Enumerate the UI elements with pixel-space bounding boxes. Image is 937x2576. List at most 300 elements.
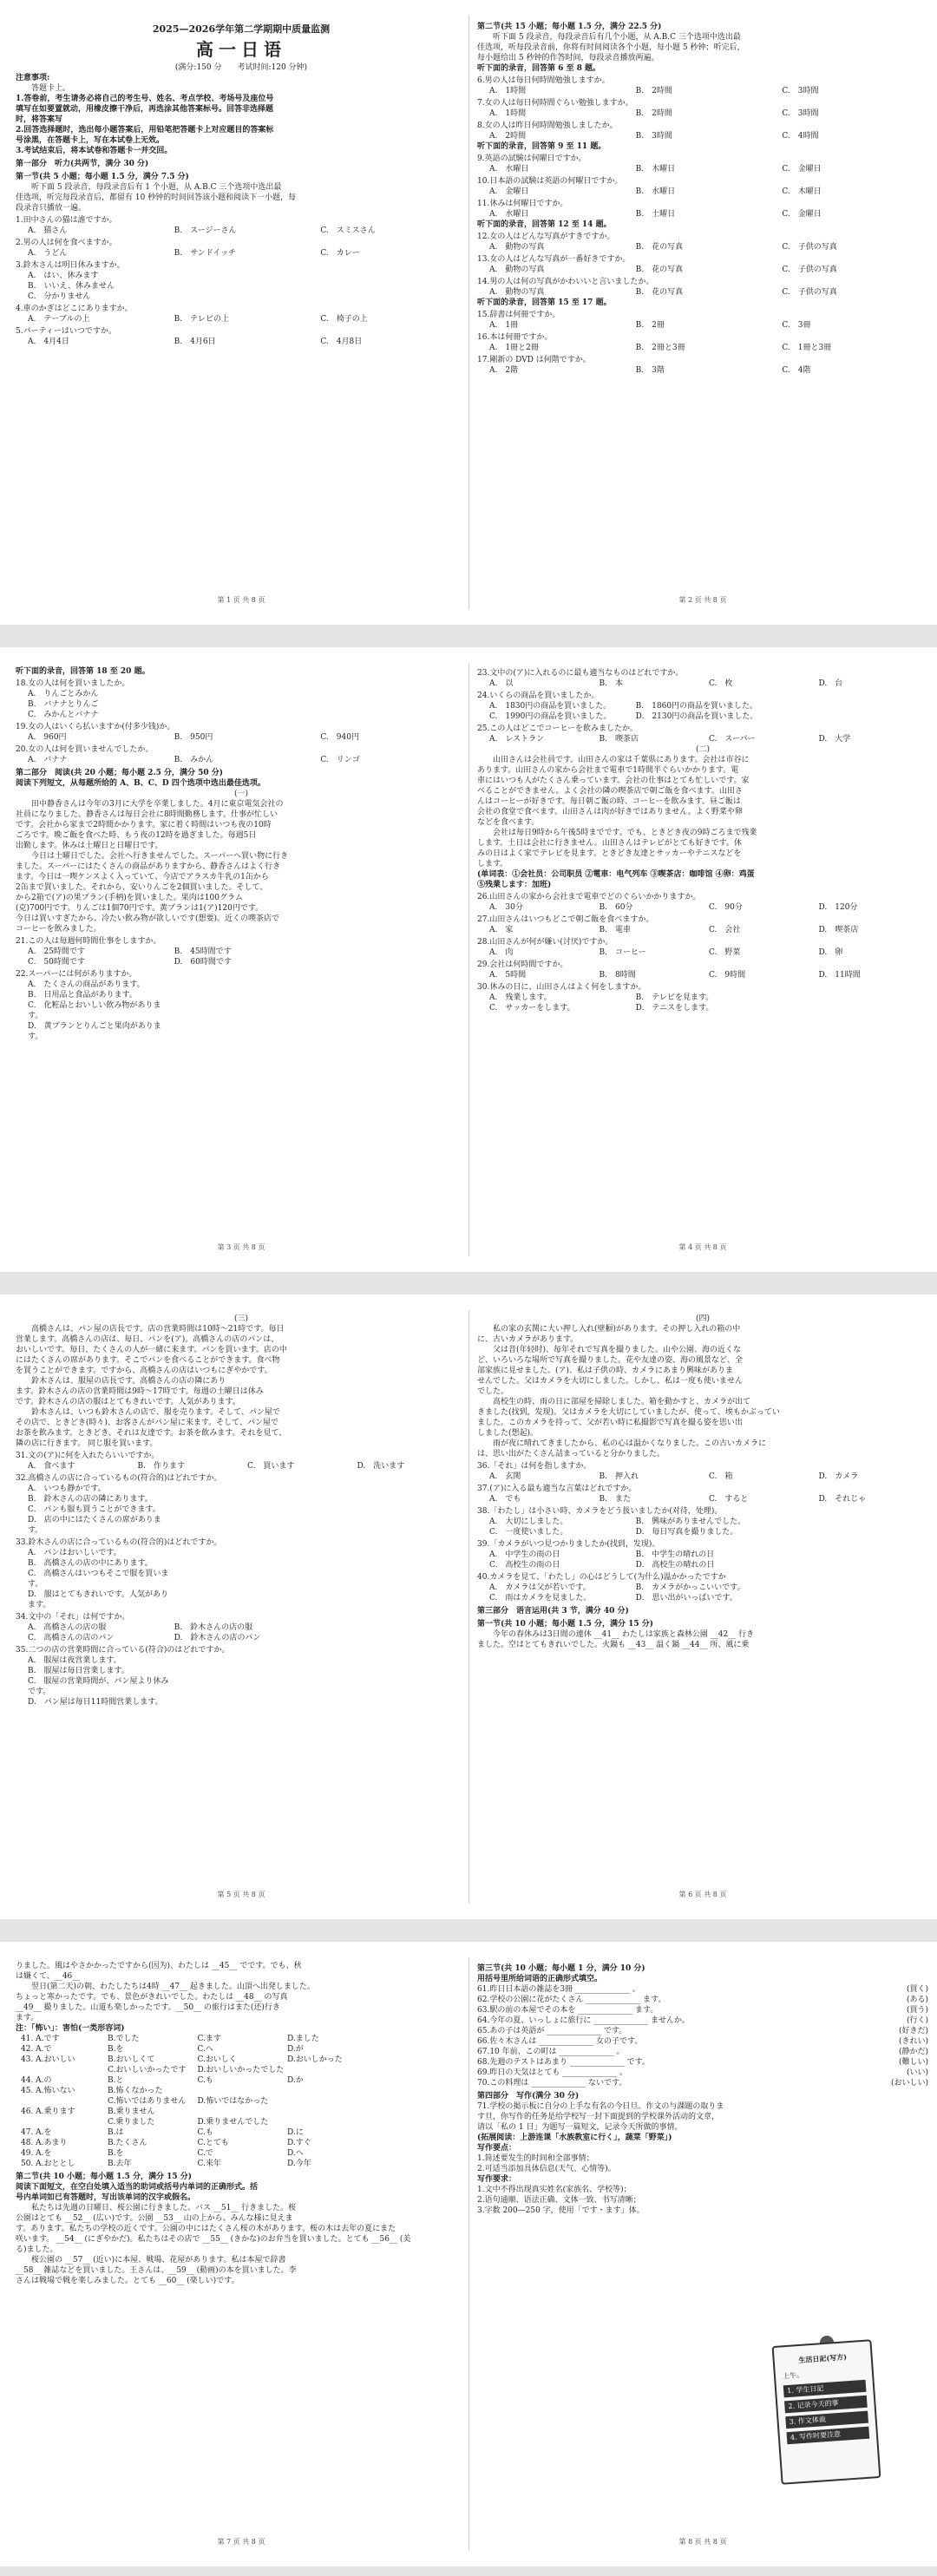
answer-option: D. テニスをします。 bbox=[635, 1004, 714, 1013]
answer-options bbox=[16, 248, 467, 259]
text-line: 36.「それ」は何を指しますか。 bbox=[477, 1462, 592, 1471]
cloze-option: D.が bbox=[287, 2045, 304, 2054]
cloze-option: B.と bbox=[108, 2076, 124, 2085]
text-line: 第二部分 阅读(共 20 小题；每小题 2.5 分，满分 50 分) bbox=[16, 769, 224, 777]
answer-option bbox=[782, 711, 928, 722]
text-line: します。 bbox=[477, 860, 508, 868]
text-line: 阅读下列短文，从每题所给的 A、B、C、D 四个选项中选出最佳选项。 bbox=[16, 779, 265, 788]
text-line: (克)700円です。りんごは1個70円です。黄プランは1(ア)120円です。 bbox=[16, 904, 264, 913]
answer-option: A. でも bbox=[489, 1495, 521, 1504]
answer-options bbox=[16, 1590, 467, 1610]
answer-option: C. 3時間 bbox=[782, 87, 819, 95]
page-footer: 第 8 页 共 8 页 bbox=[678, 2538, 727, 2546]
cloze-option: D.に bbox=[287, 2128, 304, 2137]
answer-option: C. 子供の写真 bbox=[782, 243, 837, 252]
exam-page-2 bbox=[477, 19, 928, 606]
answer-option bbox=[782, 1560, 928, 1570]
answer-option: B. サンドイッチ bbox=[174, 249, 237, 258]
answer-options bbox=[477, 734, 928, 744]
answer-option: B. 水曜日 bbox=[635, 187, 676, 196]
answer-option: C. カレー bbox=[320, 249, 360, 258]
answer-option bbox=[320, 1569, 467, 1590]
answer-option: B. 押入れ bbox=[599, 1472, 639, 1481]
answer-option: B. 45時間です bbox=[174, 947, 232, 956]
answer-option bbox=[174, 689, 321, 699]
text-line: 8.女の人は昨日何時間勉強しましたか。 bbox=[477, 121, 618, 130]
page-footer: 第 4 页 共 8 页 bbox=[678, 1243, 727, 1251]
hint-word: (難しい) bbox=[898, 2058, 928, 2067]
text-line: などを食べます。 bbox=[477, 818, 540, 827]
text-line: ました。このカメラを持って、父が若い時に私撮影で写真を撮る姿を思い出 bbox=[477, 1419, 743, 1427]
text-line: (四) bbox=[695, 1314, 711, 1323]
answer-option: A. 玄関 bbox=[489, 1472, 521, 1481]
text-line: コーヒーを飲みました。 bbox=[16, 925, 102, 934]
cloze-option: B.おいしくて bbox=[108, 2055, 155, 2064]
text-line: 17.剛新の DVD は何階ですか。 bbox=[477, 356, 591, 364]
text-line: 阅读下面短文，在空白处填入适当的助词或括号内单词的正确形式。括 bbox=[16, 2183, 259, 2192]
fill-sentence: 63.駅の前の本屋でその本を ______________ ます。 bbox=[477, 2006, 659, 2015]
cloze-option: D.ました bbox=[287, 2035, 319, 2043]
answer-option: D. 大学 bbox=[818, 735, 851, 744]
answer-option: D. 思い出がいっぱいです。 bbox=[635, 1594, 737, 1603]
cloze-option bbox=[21, 2065, 108, 2075]
answer-option bbox=[320, 1676, 467, 1697]
answer-option: D. 服はとてもきれいです。人気があります。 bbox=[28, 1590, 169, 1609]
page-divider bbox=[468, 1957, 469, 2551]
text-line: 24.いくらの商品を買いましたか。 bbox=[477, 692, 600, 700]
answer-option bbox=[320, 947, 467, 957]
answer-option: A. 4月4日 bbox=[28, 338, 69, 346]
answer-option bbox=[320, 1655, 467, 1666]
cloze-option: C.おいしく bbox=[197, 2055, 237, 2064]
answer-options bbox=[16, 1461, 467, 1472]
answer-option bbox=[320, 689, 467, 699]
answer-option bbox=[320, 281, 467, 292]
answer-options bbox=[477, 1003, 928, 1013]
answer-option: B. 950円 bbox=[174, 733, 213, 742]
answer-option bbox=[320, 1622, 467, 1633]
text-line: 佳选项，听每段录音前，你将有时间阅读各个小题，每小题 5 秒钟；听完后， bbox=[477, 43, 745, 52]
answer-option bbox=[782, 1550, 928, 1560]
answer-option: B. 花の写真 bbox=[635, 288, 684, 297]
text-line: 高橋さんは、パン屋の店長です。店の営業時間は10時～21時です。毎日 bbox=[31, 1325, 285, 1334]
answer-option: C. サッカーをします。 bbox=[489, 1004, 575, 1013]
text-line: 填写在如要置就动，用橡皮擦干净后，再选涂其他答案标号。回答非选择题 bbox=[16, 105, 274, 114]
text-line: 公園はとても __52__ (広い)です。公園 __53__ 山の上から、みんな様に見えま bbox=[16, 2214, 293, 2223]
fill-blank-item bbox=[477, 2078, 928, 2088]
answer-option: A. 水曜日 bbox=[489, 210, 529, 219]
text-line: きました(找到，发现)。父はカメラを大切にしていましたが、使って、埃もかぶってい bbox=[477, 1408, 780, 1417]
cloze-option: B.たくさん bbox=[108, 2139, 147, 2147]
text-line: 请以「私の 1 日」为题写一篇短文，记录今天所做的事情。 bbox=[477, 2123, 683, 2132]
answer-option: D. 11時間 bbox=[818, 971, 861, 980]
answer-option bbox=[320, 1515, 467, 1536]
answer-option: A. 中学生の雨の日 bbox=[489, 1550, 560, 1559]
answer-option: A. 以 bbox=[489, 679, 514, 688]
answer-option bbox=[320, 957, 467, 967]
cloze-option: B.乗りません bbox=[108, 2107, 155, 2116]
text-line: 佳选项，听完每段录音后，都留有 10 秒钟的时间回答该小题和阅读下一小题，每 bbox=[16, 193, 297, 202]
text-line: 注意事项: bbox=[16, 74, 50, 82]
cloze-option: C.とても bbox=[197, 2139, 229, 2147]
cloze-option: C.来年 bbox=[197, 2160, 221, 2168]
answer-options bbox=[16, 271, 467, 281]
answer-option: C. 金曜日 bbox=[782, 165, 822, 174]
answer-option: A. 家 bbox=[489, 926, 514, 934]
fill-sentence: 68.先週のテストはあまり ______________ です。 bbox=[477, 2058, 650, 2067]
answer-option: D. 洗います bbox=[357, 1462, 405, 1471]
answer-option: C. 服屋の営業時間が、パン屋より休みです。 bbox=[28, 1677, 169, 1696]
answer-option: D. 60時間です bbox=[174, 958, 232, 967]
answer-options bbox=[477, 1583, 928, 1593]
text-line: 9.英語の試験は何曜日ですか。 bbox=[477, 154, 586, 163]
answer-option: B. いいえ、休みません bbox=[28, 282, 115, 291]
answer-option: D. 卵 bbox=[818, 948, 843, 957]
answer-option bbox=[320, 1484, 467, 1494]
note-row: 1. 学生日記 bbox=[783, 2380, 867, 2398]
answer-option: A. いつも静かです。 bbox=[28, 1485, 106, 1493]
fill-blank-item bbox=[477, 2057, 928, 2068]
page-footer: 第 1 页 共 8 页 bbox=[217, 596, 265, 604]
answer-option bbox=[782, 701, 928, 711]
answer-options bbox=[477, 925, 928, 935]
cloze-option: C.ます bbox=[197, 2035, 221, 2043]
answer-option: B. 土曜日 bbox=[635, 210, 676, 219]
text-line: 30.休みの日に、山田さんはよく何をしますか。 bbox=[477, 983, 646, 992]
cloze-option bbox=[287, 2107, 377, 2117]
cloze-option: 45. A.怖いない bbox=[21, 2087, 75, 2095]
answer-option: A. 1冊と2冊 bbox=[489, 344, 539, 352]
text-line: 19.女の人はいくら払いますか(付多少钱)か。 bbox=[16, 723, 175, 731]
answer-options bbox=[477, 1494, 928, 1504]
answer-option: A. 水曜日 bbox=[489, 165, 529, 174]
text-line: 鈴木さんは、服屋の店長です。高橋さんの店の隣にあり bbox=[31, 1377, 226, 1386]
text-line: 翌日(第二天)の朝、わたしたちは4時 __47__ 起きました。山頂へ出発しました。 bbox=[31, 1983, 315, 1991]
cloze-options bbox=[16, 2034, 467, 2044]
text-line: 雨が夜に晴れてきましたから、私の心は温かくなりました。この古いカメラに bbox=[493, 1439, 767, 1448]
text-line: 听下面的录音，回答第 18 至 20 题。 bbox=[16, 667, 150, 676]
cloze-option: 46. A.乗ります bbox=[21, 2107, 75, 2116]
answer-option bbox=[320, 1000, 467, 1021]
note-row: 3. 作文体裁 bbox=[785, 2411, 868, 2429]
cloze-option: B.去年 bbox=[108, 2160, 132, 2168]
cloze-options bbox=[16, 2065, 467, 2075]
exam-header: 2025—2026学年第二学期期中质量监测 bbox=[152, 23, 331, 35]
cloze-option: C.おいしいかったです bbox=[108, 2066, 187, 2075]
text-line: しました(想起)。 bbox=[477, 1429, 539, 1438]
answer-option: B. 服屋は毎日営業します。 bbox=[28, 1667, 129, 1675]
fill-blank-item bbox=[477, 1984, 928, 1995]
answer-options bbox=[477, 108, 928, 119]
answer-option: C. 高橋さんはいつもそこで服を買います。 bbox=[28, 1570, 169, 1589]
answer-option bbox=[320, 1590, 467, 1610]
answer-option: B. 2冊と3冊 bbox=[635, 344, 685, 352]
answer-option: A. 金曜日 bbox=[489, 187, 529, 196]
diary-note-illustration bbox=[772, 2339, 881, 2485]
text-line: 1.田中さんの猫は誰ですか。 bbox=[16, 216, 117, 225]
text-line: 私たちは先週の日曜日、桜公園に行きました。バス __51__ 行きました。桜 bbox=[31, 2204, 297, 2212]
answer-options bbox=[16, 947, 467, 957]
text-line: 隣の店に行きます。 同じ服を買います。 bbox=[16, 1439, 158, 1448]
answer-option: C. 化粧品とおいしい飲み物があります。 bbox=[28, 1001, 161, 1020]
answer-option: C. 会社 bbox=[709, 926, 741, 934]
cloze-option: D.今年 bbox=[287, 2160, 311, 2168]
cloze-options bbox=[16, 2075, 467, 2086]
answer-options bbox=[477, 343, 928, 353]
text-line: 11.休みは何曜日ですか。 bbox=[477, 200, 568, 208]
answer-option: A. 2階 bbox=[489, 366, 519, 375]
text-line: 段录音只播放一遍。 bbox=[16, 204, 87, 213]
cloze-option: 47. A.を bbox=[21, 2128, 52, 2137]
cloze-option: 48. A.あまり bbox=[21, 2139, 68, 2147]
sheet-4 bbox=[0, 1942, 937, 2566]
text-line: 35.二つの店の営業時間に合っている(符合)のはどれですか。 bbox=[16, 1646, 230, 1655]
text-line: 桜公園の __57__ (近い)に本屋、戦場、花屋があります。私は本屋で辞書 bbox=[31, 2256, 286, 2265]
text-line: に、古いカメラがあります。 bbox=[477, 1335, 579, 1344]
text-line: (二) bbox=[695, 745, 711, 754]
page-footer: 第 7 页 共 8 页 bbox=[217, 2538, 265, 2546]
text-line: 听下面 5 段录音，每段录音后有 1 个小题，从 A.B.C 三个选项中选出最 bbox=[31, 183, 282, 192]
fill-blank-item bbox=[477, 1995, 928, 2005]
text-line: 答题卡上。 bbox=[31, 84, 71, 93]
fill-sentence: 62.学校の公園に花がたくさん ______________ ます。 bbox=[477, 1996, 666, 2004]
cloze-option bbox=[287, 2117, 377, 2127]
answer-option: B. 鈴木さんの店の服 bbox=[174, 1623, 253, 1632]
text-line: 山田さんは会社員です。山田さんの家は千葉県にあります。会社は市谷に bbox=[493, 756, 750, 764]
answer-option: A. 1時間 bbox=[489, 87, 527, 95]
text-line: 今年の春休みは3日間の連休 __41__ わたしは家族と森林公園 __42__ 行き bbox=[493, 1630, 755, 1639]
text-line: 13.女の人はどんな写真が一番好きですか。 bbox=[477, 255, 631, 264]
text-line: 営業します。高橋さんの店は、毎日、パンを(ア)。高橋さんの店のパンは、 bbox=[16, 1335, 279, 1344]
cloze-options bbox=[16, 2138, 467, 2148]
answer-option: D. パン屋は毎日11時間営業します。 bbox=[28, 1698, 163, 1707]
text-line: 6.男の人は毎日何時間勉強しますか。 bbox=[477, 76, 610, 85]
answer-options bbox=[477, 1550, 928, 1560]
answer-option: A. カメラは父が若いです。 bbox=[489, 1583, 591, 1592]
answer-option bbox=[320, 1504, 467, 1515]
text-line: (三) bbox=[233, 1314, 249, 1323]
answer-options bbox=[477, 365, 928, 376]
answer-option: C. 金曜日 bbox=[782, 210, 822, 219]
note-heading: 生活日記(写方) bbox=[798, 2352, 848, 2365]
answer-option bbox=[174, 980, 321, 990]
answer-option: C. 高橋さんの店のパン bbox=[28, 1634, 115, 1642]
text-line: 号涂黑，在答题卡上，写在本试卷上无效。 bbox=[16, 136, 165, 145]
answer-option bbox=[320, 1548, 467, 1558]
answer-option: B. スージーさん bbox=[174, 226, 237, 235]
answer-option bbox=[320, 990, 467, 1000]
answer-option: A. テーブルの上 bbox=[28, 315, 90, 324]
answer-options bbox=[16, 1666, 467, 1676]
fill-sentence: 67.10 年前、この町は ______________ 。 bbox=[477, 2048, 625, 2056]
cloze-options bbox=[16, 2086, 467, 2096]
answer-option: B. 木曜日 bbox=[635, 165, 676, 174]
answer-option: A. 猫さん bbox=[28, 226, 68, 235]
text-line: (一) bbox=[233, 790, 249, 798]
text-line: 10.日本語の試験は英語の何曜日ですか。 bbox=[477, 177, 623, 186]
answer-option bbox=[174, 1021, 321, 1042]
hint-word: (行く) bbox=[906, 2016, 928, 2025]
text-line: 听下面的录音，回答第 6 至 8 题。 bbox=[477, 64, 601, 73]
answer-option bbox=[320, 1697, 467, 1708]
text-line: 3.鈴木さんは明日休みますか。 bbox=[16, 261, 125, 270]
text-line: 38.「わたし」は小さい時、カメラをどう扱いましたか(对待，处理)。 bbox=[477, 1507, 723, 1516]
answer-options bbox=[477, 164, 928, 174]
answer-options bbox=[477, 678, 928, 689]
answer-option: C. 箱 bbox=[709, 1472, 733, 1481]
answer-option: B. 2冊 bbox=[635, 321, 665, 330]
answer-options bbox=[477, 701, 928, 711]
answer-option bbox=[174, 699, 321, 710]
answer-option: C. 1990円の商品を買いました。 bbox=[489, 712, 612, 721]
exam-subject-title: 高一日语 bbox=[196, 39, 286, 60]
fill-blank-item bbox=[477, 2036, 928, 2047]
answer-options bbox=[477, 1517, 928, 1527]
answer-option: C. 90分 bbox=[709, 903, 743, 912]
text-line: りました。風はやさかかったですから(因为)、わたしは __45__ でです。でも、秋 bbox=[16, 1962, 302, 1970]
answer-option: A. パンはおいしいです。 bbox=[28, 1549, 121, 1557]
answer-option bbox=[782, 1003, 928, 1013]
answer-option: A. 服屋は夜営業します。 bbox=[28, 1656, 121, 1665]
text-line: ます。今日は一喫ケンスよく入っていて、今店でアラスカ牛乳の1缶から bbox=[16, 873, 269, 882]
answer-option bbox=[174, 1558, 321, 1569]
text-line: ⑤残業します：加班) bbox=[477, 881, 552, 889]
text-line: 今日は買いすぎたから、冷たい飲み物が欲しいです(想要)。近くの喫茶店で bbox=[16, 914, 280, 923]
text-line: 7.女の人は毎日何時間ぐらい勉強しますか。 bbox=[477, 99, 633, 108]
answer-options bbox=[16, 957, 467, 967]
answer-option bbox=[174, 271, 321, 281]
answer-option: D. それじゃ bbox=[818, 1495, 867, 1504]
answer-option: B. 花の写真 bbox=[635, 265, 684, 274]
text-line: 父は昔(年轻时)、毎年それで写真を撮りました。山や公園、海の近くな bbox=[493, 1346, 742, 1354]
answer-option: C. 野菜 bbox=[709, 948, 741, 957]
answer-option: C. すると bbox=[709, 1495, 749, 1504]
answer-option: B. 3階 bbox=[635, 366, 665, 375]
hint-word: (いい) bbox=[906, 2068, 928, 2077]
answer-option: A. 25時間です bbox=[28, 947, 85, 956]
cloze-option: C.へ bbox=[197, 2045, 213, 2054]
answer-option: A. 1冊 bbox=[489, 321, 519, 330]
answer-option: A. 5時間 bbox=[489, 971, 527, 980]
hint-word: (買く) bbox=[906, 1985, 928, 1994]
hint-word: (静かだ) bbox=[898, 2048, 928, 2056]
answer-option: D. 台 bbox=[818, 679, 843, 688]
answer-option: D. 120分 bbox=[818, 903, 858, 912]
fill-blank-item bbox=[477, 2068, 928, 2078]
answer-option: A. 食べます bbox=[28, 1462, 75, 1471]
answer-options bbox=[16, 1569, 467, 1590]
text-line: 車にはいつも人がたくさん乗っています。会社の仕事はとても忙しいです。家 bbox=[477, 777, 750, 785]
answer-option: A. 動物の写真 bbox=[489, 243, 545, 252]
text-line: 5.パーティーはいつですか。 bbox=[16, 327, 116, 336]
answer-options bbox=[16, 1633, 467, 1643]
answer-option bbox=[174, 1697, 321, 1708]
answer-option bbox=[320, 1558, 467, 1569]
exam-page-7 bbox=[16, 1961, 467, 2547]
answer-option: B. コーヒー bbox=[599, 948, 646, 957]
answer-option bbox=[174, 1504, 321, 1515]
fill-blank-item bbox=[477, 2047, 928, 2057]
text-line: (单词表：①会社员：公司职员 ②電車：电气列车 ③喫茶店：咖啡馆 ④卵：鸡蛋 bbox=[477, 870, 755, 879]
answer-options bbox=[477, 1593, 928, 1603]
answer-options bbox=[477, 209, 928, 220]
answer-option: B. 鈴木さんの店の隣にあります。 bbox=[28, 1495, 153, 1504]
text-line: 3.字数 200—250 字，使用「です・ます」体。 bbox=[477, 2206, 645, 2215]
answer-option: A. レストラン bbox=[489, 735, 545, 744]
text-line: ちょっと寒かったです。でも、景色がきれいでした。わたしは __48__ の写真 bbox=[16, 1993, 288, 2002]
text-line: 3.考试结束后，将本试卷和答题卡一并交回。 bbox=[16, 147, 173, 155]
fill-sentence: 65.あの子は英語が ______________ です。 bbox=[477, 2027, 627, 2035]
text-line: ます。鈴木さんの店の営業時間は9時～17時です。毎週の土曜日は休み bbox=[16, 1387, 264, 1396]
answer-option: A. 大切にしました。 bbox=[489, 1517, 568, 1526]
cloze-option: 50. A.おととし bbox=[21, 2160, 75, 2168]
answer-options bbox=[16, 990, 467, 1000]
answer-options bbox=[16, 337, 467, 347]
answer-option: D. 鈴木さんの店のパン bbox=[174, 1634, 261, 1642]
text-line: る)ました。 bbox=[16, 2245, 58, 2254]
text-line: __58__ 雑誌などを買いました。王さんは、__59__ (動画)の本を買いました。李 bbox=[16, 2266, 297, 2275]
answer-options bbox=[16, 1504, 467, 1515]
text-line: 23.文中の(ア)に入れるのに最も適当なものはどれですか。 bbox=[477, 669, 684, 678]
text-line: 第三节(共 10 小题；每小题 1 分，满分 10 分) bbox=[477, 1964, 645, 1973]
answer-options bbox=[477, 993, 928, 1003]
answer-option bbox=[320, 1494, 467, 1504]
answer-option: C. 4月8日 bbox=[320, 338, 363, 346]
page-divider bbox=[468, 16, 469, 609]
text-line: (拓展阅读：上游连课「水族教室に行く」，蔬菜「野菜」) bbox=[477, 2134, 672, 2142]
text-line: 咲います。 __54__ (にぎやかだ)。私たちはその店で __55__ (きかな)のお弁当を買いました。とても __56__ (美 bbox=[16, 2235, 411, 2244]
text-line: 田中静香さんは今年の3月に大学を卒業しました。4月に東京電気会社の bbox=[31, 800, 284, 809]
answer-option bbox=[174, 1494, 321, 1504]
exam-page-4 bbox=[477, 666, 928, 1253]
answer-option: D. 店の中にはたくさんの席があります。 bbox=[28, 1516, 161, 1535]
answer-options bbox=[16, 281, 467, 292]
text-line: ました。空はとてもきれいでした。火鍋も __43__ 温く鍋 __44__ 所、風に乗 bbox=[477, 1641, 750, 1649]
page-divider bbox=[468, 1310, 469, 1904]
answer-option bbox=[174, 710, 321, 720]
cloze-option: C.で bbox=[197, 2149, 213, 2158]
text-line: 社員になりました。静香さんは毎日会社に8時間勤務します。仕事が忙しい bbox=[16, 810, 278, 819]
answer-option bbox=[782, 1593, 928, 1603]
fill-sentence: 64.今年の夏、いっしょに旅行に ______________ ませんか。 bbox=[477, 2016, 691, 2025]
text-line: でした。 bbox=[477, 1387, 509, 1396]
text-line: ました。スーパーにはたくさんの商品がありますから、静香さんはよく行き bbox=[16, 862, 281, 871]
answer-option: C. 9時間 bbox=[709, 971, 746, 980]
text-line: 25.この人はどこでコーヒーを飲みましたか。 bbox=[477, 724, 638, 733]
answer-option: C. 椅子の上 bbox=[320, 315, 368, 324]
answer-option: C. 4時間 bbox=[782, 132, 819, 141]
cloze-option: B.を bbox=[108, 2149, 124, 2158]
text-line: さんは戦場で戦を楽しみました。とても __60__ (楽しい)です。 bbox=[16, 2277, 239, 2285]
cloze-option: C.怖いではありません bbox=[108, 2097, 187, 2106]
answer-option: B. 1860円の商品を買いました。 bbox=[635, 702, 758, 711]
text-line: します。土日は会社に行きません。山田さんはテレビがとても好きです。休 bbox=[477, 839, 742, 848]
page-footer: 第 2 页 共 8 页 bbox=[678, 596, 727, 604]
answer-option: A. はい、休みます bbox=[28, 272, 99, 280]
text-line: 71.学校の掲示板に自分の上手な有名の今日旦。作文の与課題の取りま bbox=[477, 2102, 724, 2111]
answer-option bbox=[174, 292, 321, 302]
answer-option: A. 動物の写真 bbox=[489, 288, 545, 297]
answer-option: B. みかん bbox=[174, 756, 214, 764]
answer-options bbox=[16, 732, 467, 743]
page-divider bbox=[468, 663, 469, 1256]
answer-options bbox=[477, 902, 928, 913]
text-line: 第一节(共 5 小题；每小题 1.5 分，满分 7.5 分) bbox=[16, 173, 189, 181]
score-info: (满分:150 分 考试时间:120 分钟) bbox=[174, 63, 308, 72]
answer-option: B. 喫茶店 bbox=[599, 735, 639, 744]
answer-option: A. バナナ bbox=[28, 756, 68, 764]
answer-options bbox=[16, 1548, 467, 1558]
